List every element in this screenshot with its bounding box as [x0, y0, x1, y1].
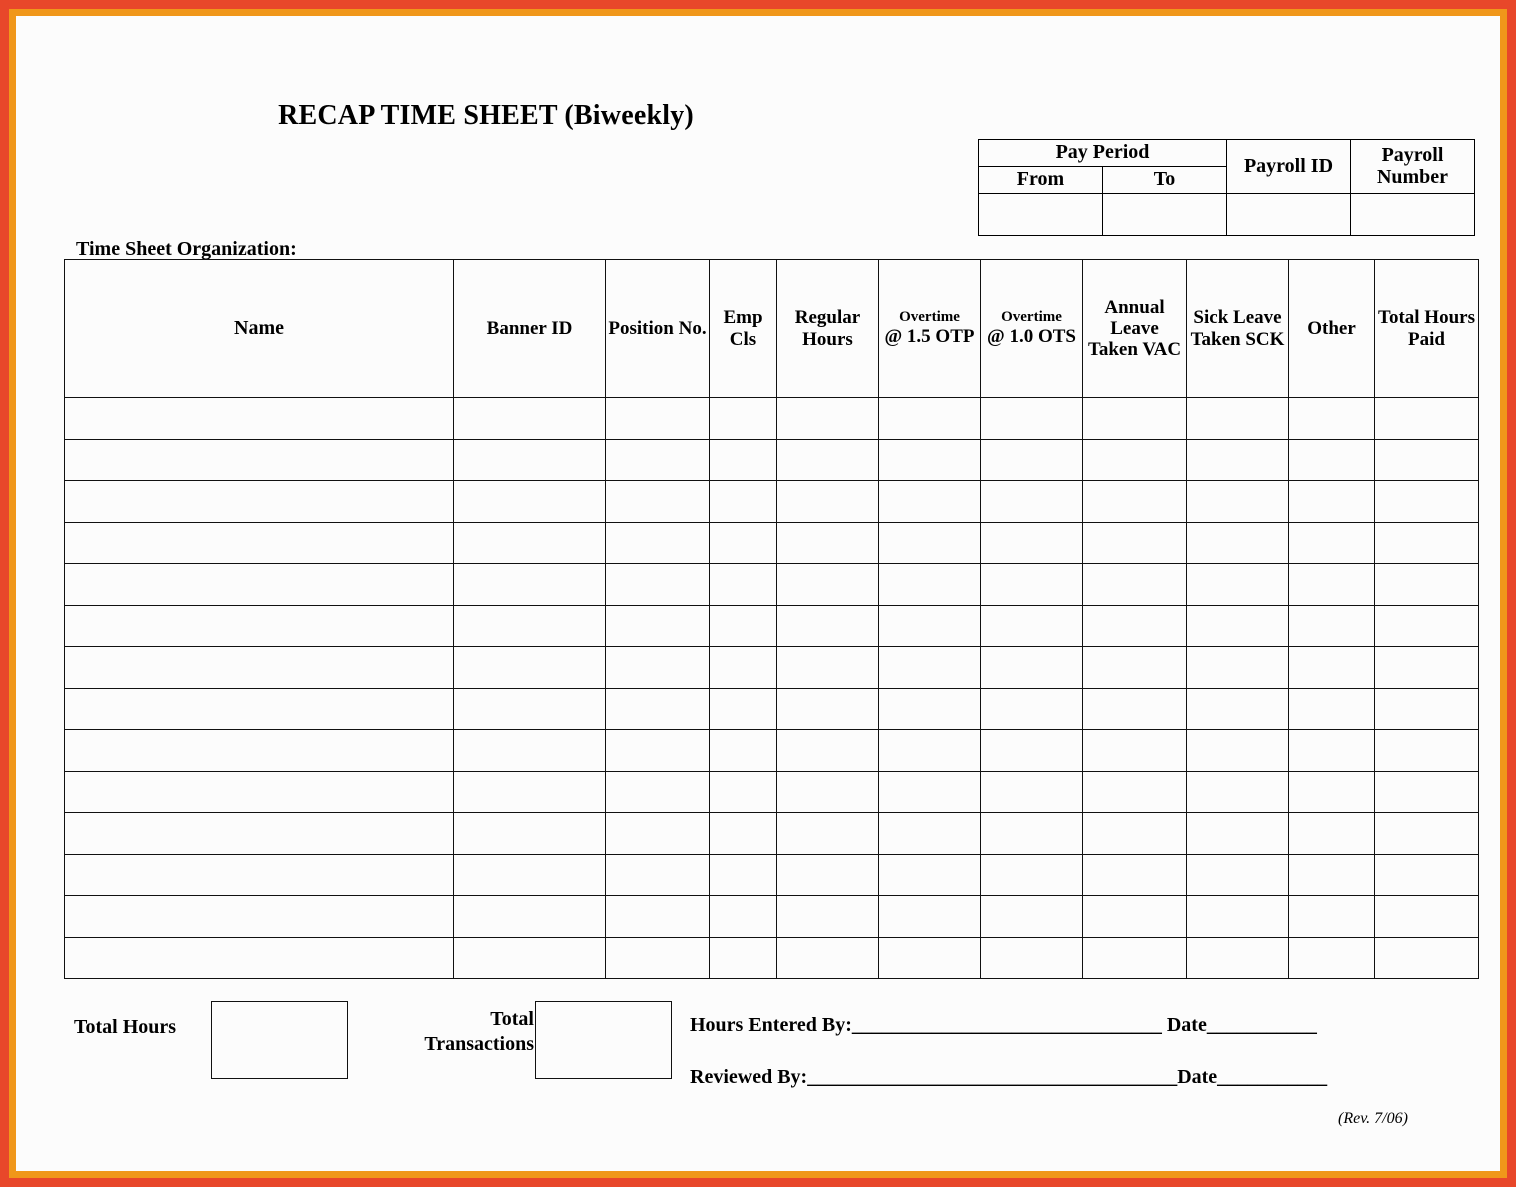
table-row	[65, 688, 1479, 730]
cell-r5-c8[interactable]	[1187, 605, 1289, 647]
cell-r3-c9[interactable]	[1289, 522, 1375, 564]
cell-r12-c7[interactable]	[1083, 896, 1187, 938]
cell-r13-c0[interactable]	[65, 937, 454, 979]
column-header-6-overtime-word: Overtime	[1001, 309, 1062, 326]
cell-r12-c0[interactable]	[65, 896, 454, 938]
cell-r10-c4[interactable]	[777, 813, 879, 855]
column-header-2: Position No.	[606, 260, 710, 398]
page-title: RECAP TIME SHEET (Biweekly)	[278, 100, 694, 131]
cell-r0-c8[interactable]	[1187, 398, 1289, 440]
cell-r1-c8[interactable]	[1187, 439, 1289, 481]
payroll-number-field[interactable]	[1351, 194, 1475, 236]
pay-period-table	[978, 139, 1475, 236]
cell-r4-c6[interactable]	[981, 564, 1083, 606]
cell-r3-c6[interactable]	[981, 522, 1083, 564]
timesheet-page	[16, 16, 1500, 1171]
cell-r3-c10[interactable]	[1375, 522, 1479, 564]
cell-r0-c7[interactable]	[1083, 398, 1187, 440]
revision-note: (Rev. 7/06)	[1338, 1110, 1408, 1127]
cell-r8-c7[interactable]	[1083, 730, 1187, 772]
cell-r4-c1[interactable]	[454, 564, 606, 606]
cell-r5-c6[interactable]	[981, 605, 1083, 647]
cell-r2-c10[interactable]	[1375, 481, 1479, 523]
cell-r2-c0[interactable]	[65, 481, 454, 523]
cell-r2-c2[interactable]	[606, 481, 710, 523]
cell-r6-c0[interactable]	[65, 647, 454, 689]
cell-r8-c4[interactable]	[777, 730, 879, 772]
cell-r2-c9[interactable]	[1289, 481, 1375, 523]
pay-period-to-label: To	[1103, 167, 1227, 194]
table-row	[65, 937, 1479, 979]
cell-r9-c10[interactable]	[1375, 771, 1479, 813]
table-row	[65, 605, 1479, 647]
cell-r6-c8[interactable]	[1187, 647, 1289, 689]
cell-r9-c9[interactable]	[1289, 771, 1375, 813]
cell-r9-c3[interactable]	[710, 771, 777, 813]
table-row	[65, 813, 1479, 855]
timesheet-body	[65, 398, 1479, 979]
pay-period-from-field[interactable]	[979, 194, 1103, 236]
cell-r3-c7[interactable]	[1083, 522, 1187, 564]
cell-r1-c2[interactable]	[606, 439, 710, 481]
cell-r12-c6[interactable]	[981, 896, 1083, 938]
cell-r11-c4[interactable]	[777, 854, 879, 896]
cell-r9-c4[interactable]	[777, 771, 879, 813]
column-header-3: Emp Cls	[710, 260, 777, 398]
cell-r13-c7[interactable]	[1083, 937, 1187, 979]
cell-r11-c9[interactable]	[1289, 854, 1375, 896]
cell-r3-c4[interactable]	[777, 522, 879, 564]
cell-r4-c0[interactable]	[65, 564, 454, 606]
cell-r8-c1[interactable]	[454, 730, 606, 772]
total-transactions-field[interactable]	[535, 1001, 672, 1079]
cell-r6-c9[interactable]	[1289, 647, 1375, 689]
cell-r7-c9[interactable]	[1289, 688, 1375, 730]
table-row	[65, 564, 1479, 606]
table-row	[65, 896, 1479, 938]
cell-r5-c2[interactable]	[606, 605, 710, 647]
cell-r0-c0[interactable]	[65, 398, 454, 440]
cell-r9-c8[interactable]	[1187, 771, 1289, 813]
cell-r10-c6[interactable]	[981, 813, 1083, 855]
cell-r11-c1[interactable]	[454, 854, 606, 896]
table-row	[65, 522, 1479, 564]
cell-r10-c10[interactable]	[1375, 813, 1479, 855]
table-row	[65, 398, 1479, 440]
cell-r1-c4[interactable]	[777, 439, 879, 481]
cell-r7-c0[interactable]	[65, 688, 454, 730]
pay-period-value-row	[979, 194, 1475, 236]
cell-r10-c3[interactable]	[710, 813, 777, 855]
cell-r9-c0[interactable]	[65, 771, 454, 813]
cell-r0-c10[interactable]	[1375, 398, 1479, 440]
cell-r12-c4[interactable]	[777, 896, 879, 938]
cell-r7-c2[interactable]	[606, 688, 710, 730]
hours-entered-by-line[interactable]: Hours Entered By:_______________________________ Date___________	[690, 1014, 1317, 1036]
cell-r6-c7[interactable]	[1083, 647, 1187, 689]
cell-r4-c7[interactable]	[1083, 564, 1187, 606]
cell-r13-c2[interactable]	[606, 937, 710, 979]
cell-r11-c0[interactable]	[65, 854, 454, 896]
cell-r5-c1[interactable]	[454, 605, 606, 647]
time-sheet-organization-label: Time Sheet Organization:	[76, 238, 297, 260]
timesheet-table	[64, 259, 1479, 979]
pay-period-header-row	[979, 140, 1475, 167]
cell-r0-c4[interactable]	[777, 398, 879, 440]
cell-r6-c5[interactable]	[879, 647, 981, 689]
cell-r9-c6[interactable]	[981, 771, 1083, 813]
cell-r2-c7[interactable]	[1083, 481, 1187, 523]
column-header-7: Annual Leave Taken VAC	[1083, 260, 1187, 398]
cell-r6-c6[interactable]	[981, 647, 1083, 689]
cell-r2-c5[interactable]	[879, 481, 981, 523]
cell-r10-c7[interactable]	[1083, 813, 1187, 855]
cell-r4-c8[interactable]	[1187, 564, 1289, 606]
column-header-5-overtime-word: Overtime	[899, 309, 960, 326]
cell-r13-c1[interactable]	[454, 937, 606, 979]
cell-r7-c1[interactable]	[454, 688, 606, 730]
cell-r5-c3[interactable]	[710, 605, 777, 647]
cell-r13-c9[interactable]	[1289, 937, 1375, 979]
cell-r11-c3[interactable]	[710, 854, 777, 896]
cell-r0-c3[interactable]	[710, 398, 777, 440]
cell-r11-c10[interactable]	[1375, 854, 1479, 896]
column-header-6	[981, 260, 1083, 398]
cell-r12-c2[interactable]	[606, 896, 710, 938]
cell-r2-c8[interactable]	[1187, 481, 1289, 523]
cell-r12-c9[interactable]	[1289, 896, 1375, 938]
cell-r4-c5[interactable]	[879, 564, 981, 606]
cell-r1-c3[interactable]	[710, 439, 777, 481]
cell-r0-c2[interactable]	[606, 398, 710, 440]
cell-r4-c4[interactable]	[777, 564, 879, 606]
cell-r8-c3[interactable]	[710, 730, 777, 772]
cell-r2-c4[interactable]	[777, 481, 879, 523]
cell-r10-c0[interactable]	[65, 813, 454, 855]
pay-period-group-label: Pay Period	[979, 140, 1227, 167]
cell-r12-c3[interactable]	[710, 896, 777, 938]
total-hours-field[interactable]	[211, 1001, 348, 1079]
cell-r9-c5[interactable]	[879, 771, 981, 813]
column-header-6-label: @ 1.0 OTS	[987, 326, 1076, 348]
cell-r12-c5[interactable]	[879, 896, 981, 938]
column-header-8: Sick Leave Taken SCK	[1187, 260, 1289, 398]
cell-r5-c7[interactable]	[1083, 605, 1187, 647]
cell-r0-c1[interactable]	[454, 398, 606, 440]
cell-r7-c8[interactable]	[1187, 688, 1289, 730]
total-hours-label: Total Hours	[74, 1016, 177, 1038]
cell-r8-c5[interactable]	[879, 730, 981, 772]
cell-r11-c2[interactable]	[606, 854, 710, 896]
cell-r2-c3[interactable]	[710, 481, 777, 523]
cell-r5-c10[interactable]	[1375, 605, 1479, 647]
column-header-5	[879, 260, 981, 398]
cell-r4-c3[interactable]	[710, 564, 777, 606]
cell-r3-c5[interactable]	[879, 522, 981, 564]
cell-r9-c1[interactable]	[454, 771, 606, 813]
table-row	[65, 771, 1479, 813]
cell-r6-c3[interactable]	[710, 647, 777, 689]
payroll-id-field[interactable]	[1227, 194, 1351, 236]
cell-r7-c10[interactable]	[1375, 688, 1479, 730]
cell-r0-c5[interactable]	[879, 398, 981, 440]
cell-r1-c1[interactable]	[454, 439, 606, 481]
cell-r4-c10[interactable]	[1375, 564, 1479, 606]
cell-r0-c9[interactable]	[1289, 398, 1375, 440]
cell-r9-c2[interactable]	[606, 771, 710, 813]
payroll-number-label: Payroll Number	[1351, 140, 1475, 194]
timesheet-header-row	[65, 260, 1479, 398]
cell-r1-c5[interactable]	[879, 439, 981, 481]
cell-r8-c10[interactable]	[1375, 730, 1479, 772]
cell-r5-c9[interactable]	[1289, 605, 1375, 647]
table-row	[65, 854, 1479, 896]
cell-r1-c10[interactable]	[1375, 439, 1479, 481]
cell-r12-c1[interactable]	[454, 896, 606, 938]
cell-r13-c8[interactable]	[1187, 937, 1289, 979]
pay-period-to-field[interactable]	[1103, 194, 1227, 236]
cell-r7-c7[interactable]	[1083, 688, 1187, 730]
cell-r8-c2[interactable]	[606, 730, 710, 772]
cell-r13-c3[interactable]	[710, 937, 777, 979]
cell-r9-c7[interactable]	[1083, 771, 1187, 813]
cell-r6-c4[interactable]	[777, 647, 879, 689]
cell-r1-c6[interactable]	[981, 439, 1083, 481]
column-header-10: Total Hours Paid	[1375, 260, 1479, 398]
total-transactions-label: Total Transactions	[424, 1008, 534, 1055]
cell-r11-c8[interactable]	[1187, 854, 1289, 896]
cell-r5-c0[interactable]	[65, 605, 454, 647]
table-row	[65, 730, 1479, 772]
column-header-5-label: @ 1.5 OTP	[884, 326, 975, 348]
column-header-0: Name	[65, 260, 454, 398]
cell-r8-c9[interactable]	[1289, 730, 1375, 772]
cell-r1-c7[interactable]	[1083, 439, 1187, 481]
cell-r7-c3[interactable]	[710, 688, 777, 730]
cell-r6-c1[interactable]	[454, 647, 606, 689]
cell-r3-c0[interactable]	[65, 522, 454, 564]
cell-r13-c4[interactable]	[777, 937, 879, 979]
cell-r8-c8[interactable]	[1187, 730, 1289, 772]
cell-r7-c4[interactable]	[777, 688, 879, 730]
cell-r4-c2[interactable]	[606, 564, 710, 606]
cell-r5-c5[interactable]	[879, 605, 981, 647]
cell-r13-c10[interactable]	[1375, 937, 1479, 979]
cell-r12-c8[interactable]	[1187, 896, 1289, 938]
cell-r2-c6[interactable]	[981, 481, 1083, 523]
cell-r8-c0[interactable]	[65, 730, 454, 772]
table-row	[65, 647, 1479, 689]
cell-r11-c7[interactable]	[1083, 854, 1187, 896]
cell-r10-c9[interactable]	[1289, 813, 1375, 855]
cell-r5-c4[interactable]	[777, 605, 879, 647]
cell-r11-c6[interactable]	[981, 854, 1083, 896]
cell-r10-c2[interactable]	[606, 813, 710, 855]
cell-r7-c5[interactable]	[879, 688, 981, 730]
cell-r3-c2[interactable]	[606, 522, 710, 564]
cell-r2-c1[interactable]	[454, 481, 606, 523]
column-header-4: Regular Hours	[777, 260, 879, 398]
cell-r10-c1[interactable]	[454, 813, 606, 855]
cell-r1-c0[interactable]	[65, 439, 454, 481]
cell-r13-c6[interactable]	[981, 937, 1083, 979]
table-row	[65, 439, 1479, 481]
cell-r3-c3[interactable]	[710, 522, 777, 564]
cell-r7-c6[interactable]	[981, 688, 1083, 730]
cell-r6-c10[interactable]	[1375, 647, 1479, 689]
cell-r3-c8[interactable]	[1187, 522, 1289, 564]
cell-r10-c5[interactable]	[879, 813, 981, 855]
cell-r3-c1[interactable]	[454, 522, 606, 564]
column-header-1: Banner ID	[454, 260, 606, 398]
column-header-9: Other	[1289, 260, 1375, 398]
pay-period-from-label: From	[979, 167, 1103, 194]
cell-r4-c9[interactable]	[1289, 564, 1375, 606]
payroll-id-label: Payroll ID	[1227, 140, 1351, 194]
cell-r13-c5[interactable]	[879, 937, 981, 979]
cell-r0-c6[interactable]	[981, 398, 1083, 440]
cell-r8-c6[interactable]	[981, 730, 1083, 772]
cell-r10-c8[interactable]	[1187, 813, 1289, 855]
cell-r6-c2[interactable]	[606, 647, 710, 689]
cell-r11-c5[interactable]	[879, 854, 981, 896]
cell-r12-c10[interactable]	[1375, 896, 1479, 938]
reviewed-by-line[interactable]: Reviewed By:_____________________________________Date___________	[690, 1066, 1328, 1088]
table-row	[65, 481, 1479, 523]
cell-r1-c9[interactable]	[1289, 439, 1375, 481]
